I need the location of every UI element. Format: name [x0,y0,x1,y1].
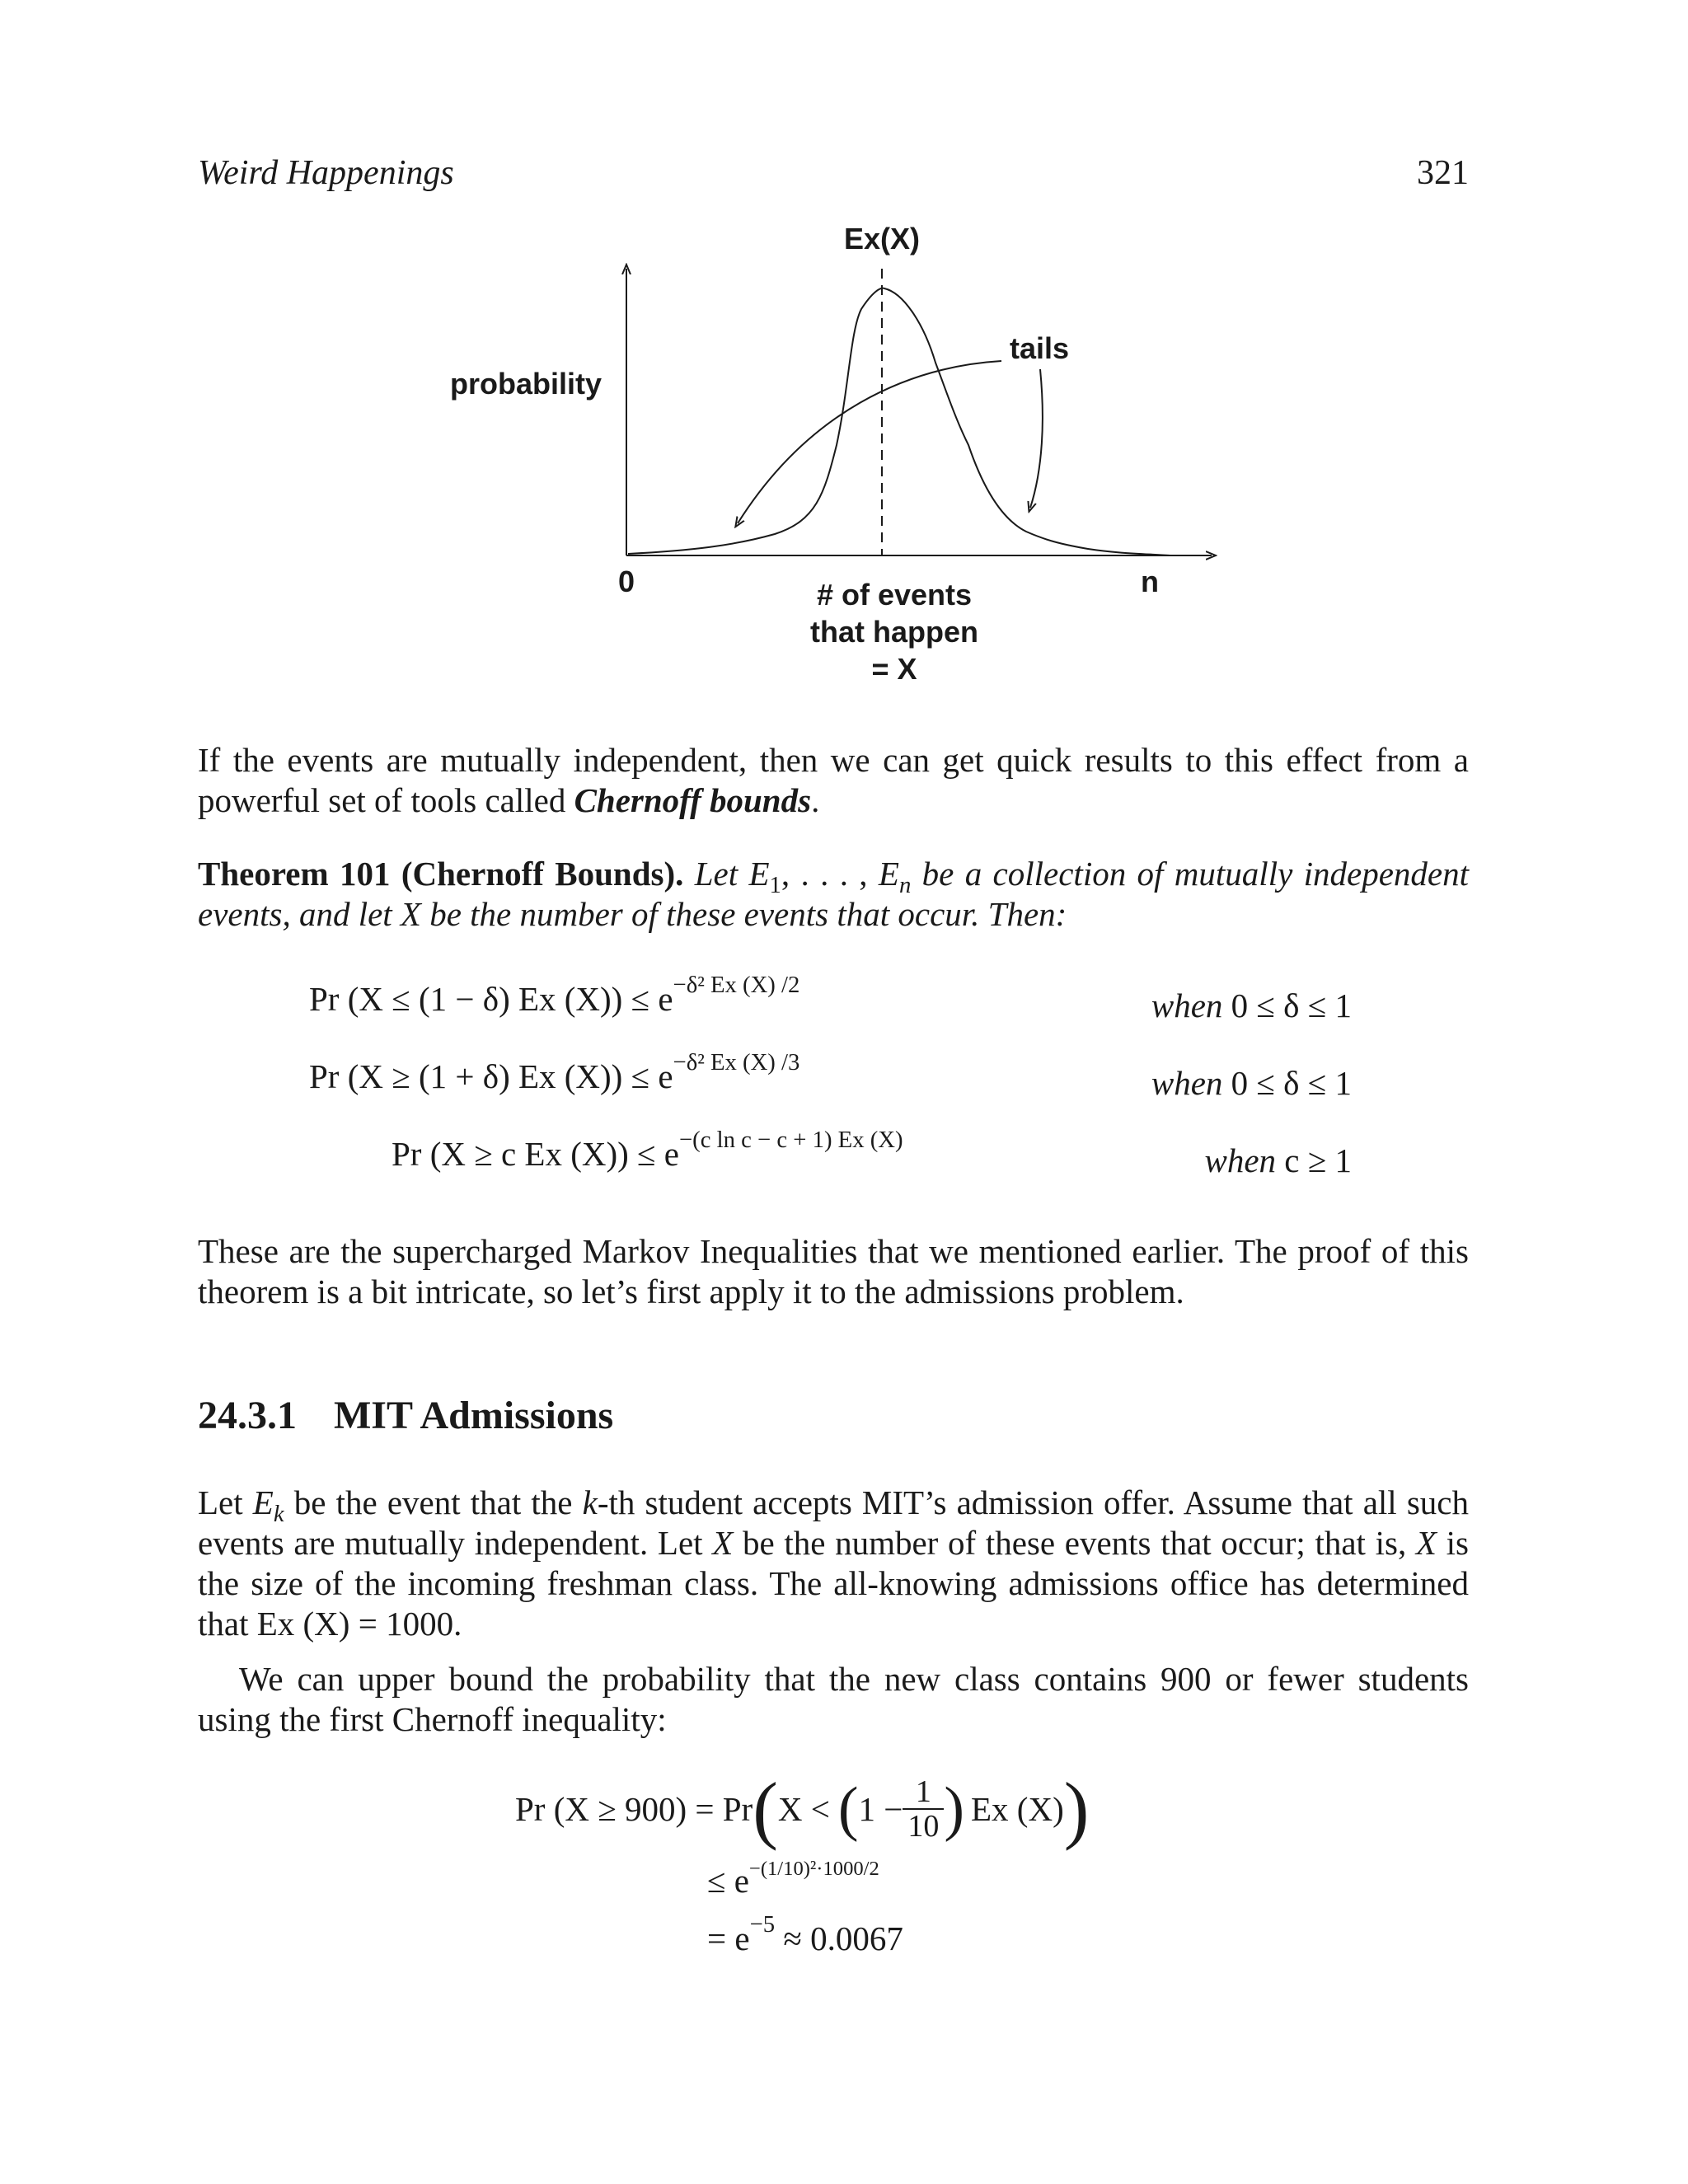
tails-arrow-left [738,361,1001,523]
theorem-text-2: be a collection of mutually independent events, and let [198,855,1470,933]
dots: , . . . , [781,855,879,893]
x-axis-label-line1: # of events [816,578,973,612]
inequality-2-exponent: −δ² Ex (X) /3 [673,1049,800,1076]
big-paren-open: ( [753,1767,778,1851]
section-paragraph-1 [198,1483,1469,1644]
intro-text-before: If the events are mutually independent, then we can get quick results to this effect from a powerful set of tools called [198,741,1469,819]
calc-line2-prefix: ≤ e [707,1862,749,1900]
ex-equals-1000: Ex (X) = 1000 [256,1605,454,1643]
sub-n: n [898,872,912,899]
section-title: MIT Admissions [334,1394,614,1437]
var-x2: X [1415,1524,1437,1562]
condition-2 [1151,1063,1352,1103]
inequality-3-lhs: Pr (X ≥ c Ex (X)) ≤ e [392,1135,679,1173]
inequality-2 [309,1049,800,1096]
section-number: 24.3.1 [198,1394,297,1437]
x-origin-label: 0 [617,565,635,598]
big-paren-close: ) [1063,1767,1090,1851]
calc-line3-exponent: −5 [749,1911,776,1938]
theorem-text-3: be the number of these events that occur. Then: [420,895,1067,933]
tails-label: tails [1010,331,1070,365]
condition-3-word: when [1204,1141,1277,1179]
calc-line-2 [707,1858,879,1900]
inequality-3 [392,1127,903,1174]
calc-line3-prefix: = e [707,1919,750,1957]
mid-paren-close: ) [944,1775,965,1843]
intro-text-after: . [811,781,820,819]
calc-one-minus: 1 − [858,1790,903,1828]
var-x1: X [712,1524,734,1562]
condition-1-word: when [1151,987,1223,1024]
condition-1 [1151,986,1352,1025]
condition-2-expr: 0 ≤ δ ≤ 1 [1222,1064,1352,1102]
calc-line-3 [707,1911,903,1958]
after-theorem-text: These are the supercharged Markov Inequalities that we mentioned earlier. The proof of this theorem is a bit intricate, so let’s first apply it to the admissions problem. [198,1232,1469,1310]
calc-line1-x: X < [777,1790,830,1828]
frac-numerator: 1 [903,1775,944,1810]
section-paragraph-2 [198,1659,1469,1740]
intro-paragraph [198,740,1469,821]
sp1-t2: be the event that the [284,1483,583,1521]
fraction-one-tenth [903,1775,944,1843]
theorem-101 [198,854,1469,935]
mean-label: Ex(X) [843,223,921,255]
frac-denominator: 10 [907,1809,940,1844]
after-theorem-paragraph [198,1231,1469,1312]
sp1-t3: -th student accepts MIT’s admission offer. Assume that all such events are mutually independent. Let [198,1483,1469,1562]
calc-line2-exponent: −(1/10)²·1000/2 [748,1858,879,1881]
inequality-2-lhs: Pr (X ≥ (1 + δ) Ex (X)) ≤ e [309,1057,673,1095]
distribution-figure [429,223,1269,701]
bell-curve [628,288,1170,555]
condition-1-expr: 0 ≤ δ ≤ 1 [1222,987,1352,1024]
var-x: X [400,895,421,933]
condition-3 [1205,1141,1353,1180]
sp1-t4: be the number of these events that occur; that is, [733,1524,1416,1562]
var-e1: E [748,855,770,893]
section-paragraph-2-text: We can upper bound the probability that the new class contains 900 or fewer students using the first Chernoff inequality: [198,1660,1469,1738]
page-number: 321 [1417,154,1469,192]
calc-line-1 [515,1767,1090,1851]
sp1-t5: is the size of the incoming freshman class. The all-knowing admissions office has determined that [198,1524,1469,1643]
sp1-t1: Let [198,1483,253,1521]
var-k: k [582,1483,598,1521]
sp1-t6: . [453,1605,462,1643]
section-heading [198,1393,613,1438]
calc-line1-ex: Ex (X) [971,1790,1064,1828]
calc-line1-lhs: Pr (X ≥ 900) = Pr [515,1790,753,1828]
inequality-3-exponent: −(c ln c − c + 1) Ex (X) [678,1127,903,1154]
mid-paren-open: ( [837,1775,859,1843]
x-axis-label-line2: that happen [810,615,978,649]
theorem-text-1: Let [694,855,749,893]
chernoff-term: Chernoff bounds [574,781,812,819]
inequality-1-exponent: −δ² Ex (X) /2 [673,972,800,999]
var-ek: E [252,1483,274,1521]
tails-arrow-right [1030,369,1043,508]
x-end-label: n [1141,565,1159,598]
sub-1: 1 [769,872,781,899]
sub-k: k [273,1501,284,1528]
var-en: E [878,855,899,893]
inequality-1 [309,972,800,1019]
running-title: Weird Happenings [198,154,454,192]
condition-3-expr: c ≥ 1 [1276,1141,1352,1179]
condition-2-word: when [1151,1064,1223,1102]
calc-line3-suffix: ≈ 0.0067 [775,1919,903,1957]
theorem-label: Theorem 101 (Chernoff Bounds). [198,855,684,893]
x-axis-label-line3: = X [871,652,917,686]
inequality-1-lhs: Pr (X ≤ (1 − δ) Ex (X)) ≤ e [309,980,673,1018]
y-axis-label: probability [449,367,602,401]
